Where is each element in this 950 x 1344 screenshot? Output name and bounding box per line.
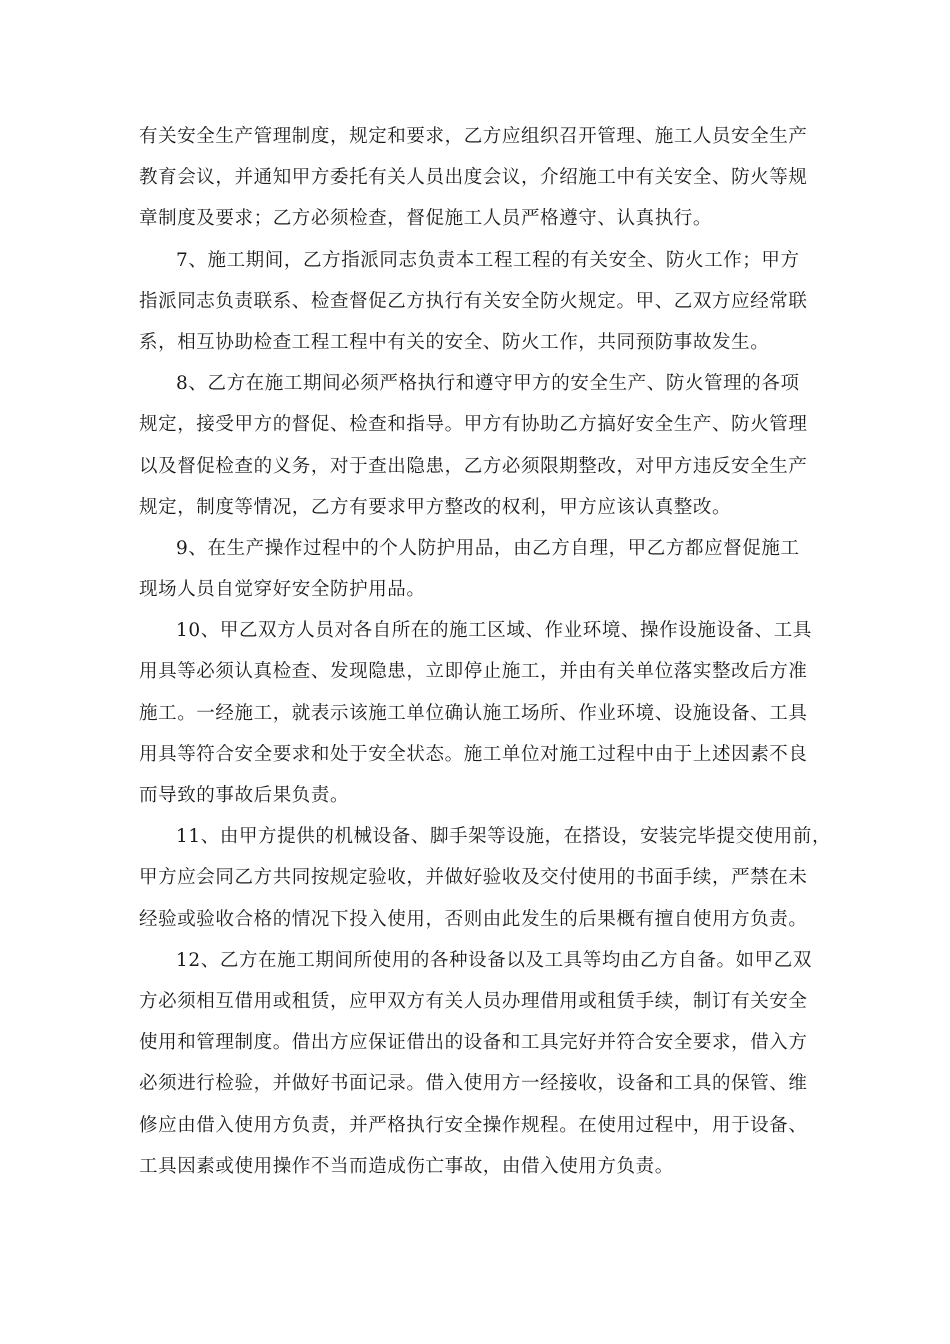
document-body bbox=[139, 116, 832, 1187]
text-line: 教育会议，并通知甲方委托有关人员出度会议，介绍施工中有关安全、防火等规 bbox=[139, 167, 808, 189]
text-line: 甲方应会同乙方共同按规定验收，并做好验收及交付使用的书面手续，严禁在未 bbox=[139, 867, 808, 889]
text-line: 系，相互协助检查工程工程中有关的安全、防火工作，共同预防事故发生。 bbox=[139, 331, 770, 353]
text-line: 指派同志负责联系、检查督促乙方执行有关安全防火规定。甲、乙双方应经常联 bbox=[139, 290, 808, 312]
text-line: 用具等必须认真检查、发现隐患，立即停止施工，并由有关单位落实整改后方准 bbox=[139, 661, 808, 683]
text-line: 现场人员自觉穿好安全防护用品。 bbox=[139, 579, 426, 601]
text-line: 方必须相互借用或租赁，应甲双方有关人员办理借用或租赁手续，制订有关安全 bbox=[139, 990, 808, 1012]
clause-7-first-line: 7、施工期间，乙方指派同志负责本工程工程的有关安全、防火工作；甲方 bbox=[176, 249, 800, 271]
text-line: 以及督促检查的义务，对于查出隐患，乙方必须限期整改，对甲方违反安全生产 bbox=[139, 455, 808, 477]
text-line: 而导致的事故后果负责。 bbox=[139, 785, 350, 806]
text-line: 用具等符合安全要求和处于安全状态。施工单位对施工过程中由于上述因素不良 bbox=[139, 743, 808, 765]
clause-9-first-line: 9、在生产操作过程中的个人防护用品，由乙方自理，甲乙方都应督促施工 bbox=[176, 537, 800, 559]
text-line: 规定，接受甲方的督促、检查和指导。甲方有协助乙方搞好安全生产、防火管理 bbox=[139, 414, 808, 436]
text-line: 有关安全生产管理制度，规定和要求，乙方应组织召开管理、施工人员安全生产 bbox=[139, 126, 808, 147]
clause-10-first-line: 10、甲乙双方人员对各自所在的施工区域、作业环境、操作设施设备、工具 bbox=[176, 620, 812, 642]
text-line: 修应由借入使用方负责，并严格执行安全操作规程。在使用过程中，用于设备、 bbox=[139, 1114, 808, 1136]
text-line: 必须进行检验，并做好书面记录。借入使用方一经接收，设备和工具的保管、维 bbox=[139, 1073, 808, 1095]
text-line: 经验或验收合格的情况下投入使用，否则由此发生的后果概有擅自使用方负责。 bbox=[139, 908, 808, 930]
text-line: 工具因素或使用操作不当而造成伤亡事故，由借入使用方负责。 bbox=[139, 1155, 674, 1177]
text-line: 章制度及要求；乙方必须检查，督促施工人员严格遵守、认真执行。 bbox=[139, 208, 713, 230]
text-line: 施工。一经施工，就表示该施工单位确认施工场所、作业环境、设施设备、工具 bbox=[139, 702, 808, 724]
clause-11-first-line: 11、由甲方提供的机械设备、脚手架等设施，在搭设，安装完毕提交使用前， bbox=[176, 826, 832, 848]
text-line: 使用和管理制度。借出方应保证借出的设备和工具完好并符合安全要求，借入方 bbox=[139, 1032, 808, 1054]
clause-12-first-line: 12、乙方在施工期间所使用的各种设备以及工具等均由乙方自备。如甲乙双 bbox=[176, 949, 812, 971]
text-line: 规定，制度等情况，乙方有要求甲方整改的权利，甲方应该认真整改。 bbox=[139, 496, 732, 518]
clause-8-first-line: 8、乙方在施工期间必须严格执行和遵守甲方的安全生产、防火管理的各项 bbox=[176, 373, 800, 395]
